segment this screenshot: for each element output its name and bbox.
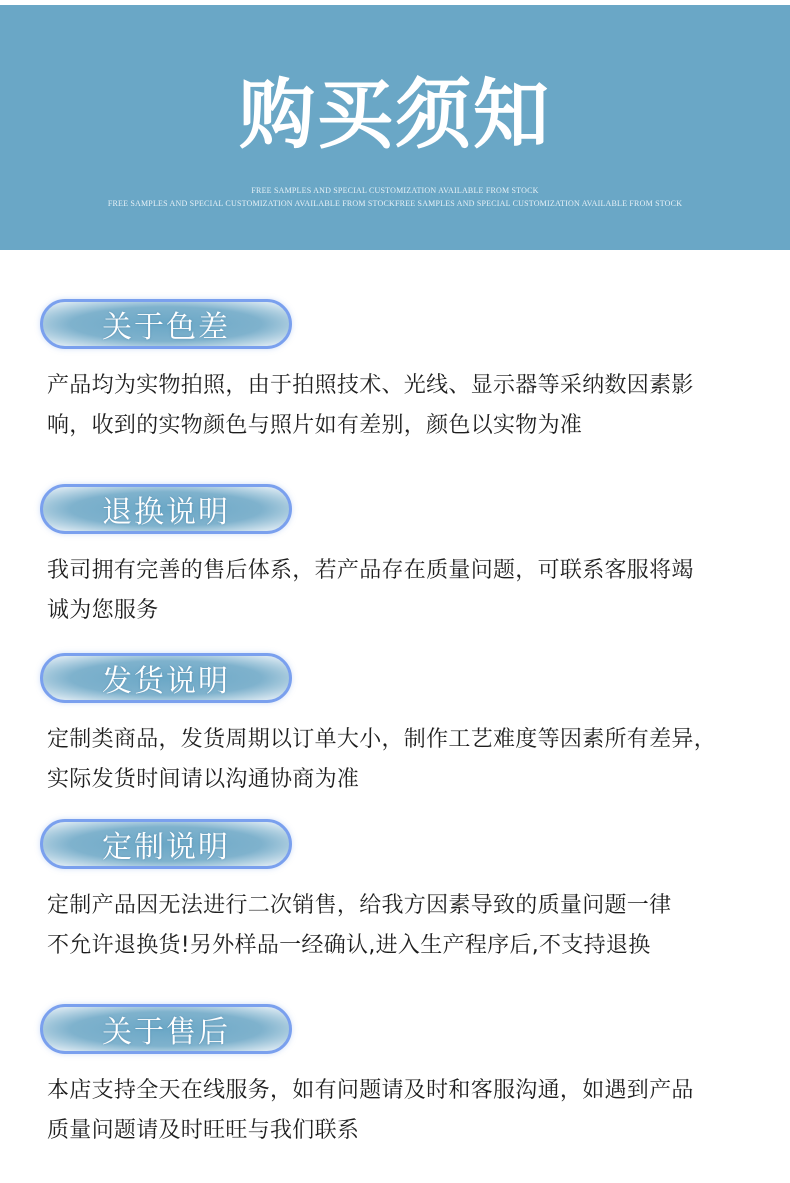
header-subtitle-line2: FREE SAMPLES AND SPECIAL CUSTOMIZATION AVAILABLE FROM STOCKFREE SAMPLES AND SPECIAL CUSTOMIZATION AVAILABLE FROM STOCK — [107, 199, 683, 208]
header-banner — [0, 5, 790, 250]
section-title-label: 定制说明 — [102, 830, 230, 865]
section-body-line: 我司拥有完善的售后体系，若产品存在质量问题，可联系客服将竭 — [47, 558, 694, 583]
section-title-returns — [40, 484, 292, 534]
section-body-line: 不允许退换货!另外样品一经确认,进入生产程序后,不支持退换 — [47, 933, 651, 958]
section-title-label: 退换说明 — [102, 495, 230, 530]
section-body-shipping — [47, 720, 767, 800]
section-title-label: 关于色差 — [102, 310, 230, 345]
section-title-label: 发货说明 — [102, 664, 230, 699]
section-body-line: 定制类商品，发货周期以订单大小，制作工艺难度等因素所有差异， — [47, 727, 717, 752]
section-body-line: 响，收到的实物颜色与照片如有差别，颜色以实物为准 — [47, 413, 583, 438]
header-subtitle-line1: FREE SAMPLES AND SPECIAL CUSTOMIZATION AVAILABLE FROM STOCK — [251, 186, 539, 195]
section-body-returns — [47, 551, 767, 631]
section-body-line: 实际发货时间请以沟通协商为准 — [47, 767, 360, 792]
section-body-after-sales — [47, 1071, 767, 1151]
section-title-label: 关于售后 — [102, 1015, 230, 1050]
section-title-color-difference — [40, 299, 292, 349]
page-title: 购买须知 — [239, 70, 551, 159]
section-title-shipping — [40, 653, 292, 703]
section-body-line: 产品均为实物拍照，由于拍照技术、光线、显示器等采纳数因素影 — [47, 373, 694, 398]
section-body-line: 诚为您服务 — [47, 598, 159, 623]
section-body-line: 定制产品因无法进行二次销售，给我方因素导致的质量问题一律 — [47, 893, 672, 918]
section-body-line: 本店支持全天在线服务，如有问题请及时和客服沟通，如遇到产品 — [47, 1078, 694, 1103]
section-body-line: 质量问题请及时旺旺与我们联系 — [47, 1118, 360, 1143]
section-body-customization — [47, 886, 767, 966]
section-title-after-sales — [40, 1004, 292, 1054]
section-title-customization — [40, 819, 292, 869]
section-body-color-difference — [47, 366, 767, 446]
